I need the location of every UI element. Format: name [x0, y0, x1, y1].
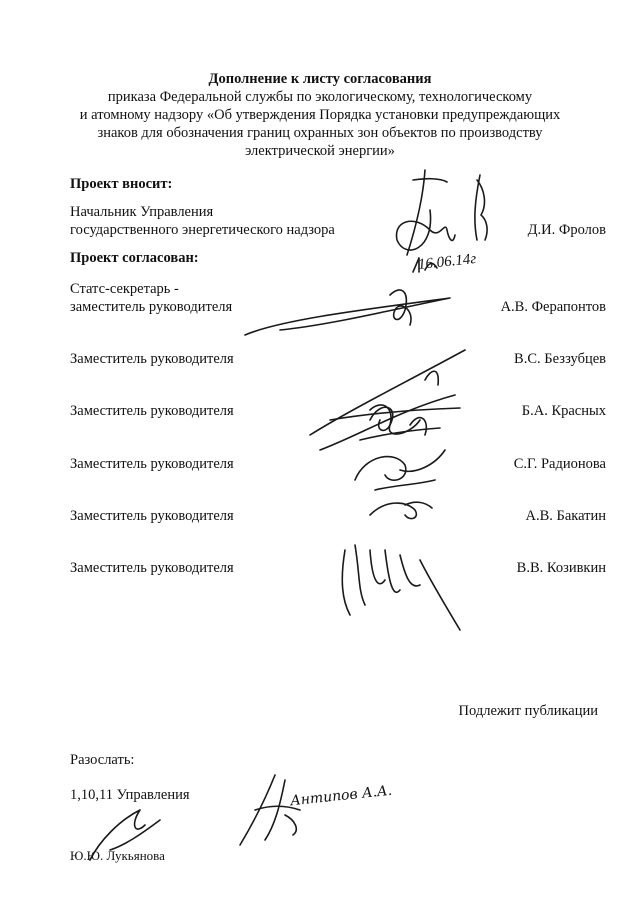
submitted-position-line2: государственного энергетического надзора: [70, 222, 335, 238]
bakatin-signature: [360, 490, 440, 530]
header-line-1: приказа Федеральной службы по экологическому, технологическому: [107, 89, 533, 105]
approver-6-position: Заместитель руководителя: [70, 560, 234, 576]
approver-2-name: В.С. Беззубцев: [514, 351, 606, 367]
kozivkin-signature: [330, 530, 470, 640]
document-header: [0, 70, 640, 160]
approver-5-position: Заместитель руководителя: [70, 508, 234, 524]
approver-2-position: Заместитель руководителя: [70, 351, 234, 367]
antipov-handwritten-name: Антипов А.А.: [289, 782, 393, 810]
antipov-signature: [225, 765, 445, 855]
approved-label: Проект согласован:: [70, 250, 199, 266]
submitted-label: Проект вносит:: [70, 176, 173, 192]
submitted-position-line1: Начальник Управления: [70, 204, 214, 220]
header-line-3: знаков для обозначения границ охранных зон объектов по производству: [97, 125, 543, 141]
approver-1-position-line2: заместитель руководителя: [70, 299, 233, 315]
executor-name: Ю.Ю. Лукьянова: [70, 848, 165, 863]
approver-1-name: А.В. Ферапонтов: [500, 299, 606, 315]
approver-3-position: Заместитель руководителя: [70, 403, 234, 419]
distribution-recipients: 1,10,11 Управления: [70, 787, 190, 803]
approver-4-name: С.Г. Радионова: [513, 456, 606, 472]
publication-note: Подлежит публикации: [458, 703, 598, 719]
approver-6-name: В.В. Козивкин: [516, 560, 606, 576]
header-line-2: и атомному надзору «Об утверждения Порядка установки предупреждающих: [79, 107, 561, 123]
approver-5-name: А.В. Бакатин: [525, 508, 606, 524]
document-title: Дополнение к листу согласования: [208, 71, 432, 87]
approver-1-position-line1: Статс-секретарь -: [70, 281, 179, 297]
frolov-handwritten-date: 16.06.14г: [417, 250, 477, 274]
submitted-name: Д.И. Фролов: [527, 222, 606, 238]
header-line-4: электрической энергии»: [245, 143, 395, 159]
approver-3-name: Б.А. Красных: [521, 403, 606, 419]
approver-4-position: Заместитель руководителя: [70, 456, 234, 472]
lukyanova-signature: [80, 800, 180, 870]
distribution-label: Разослать:: [70, 752, 135, 768]
